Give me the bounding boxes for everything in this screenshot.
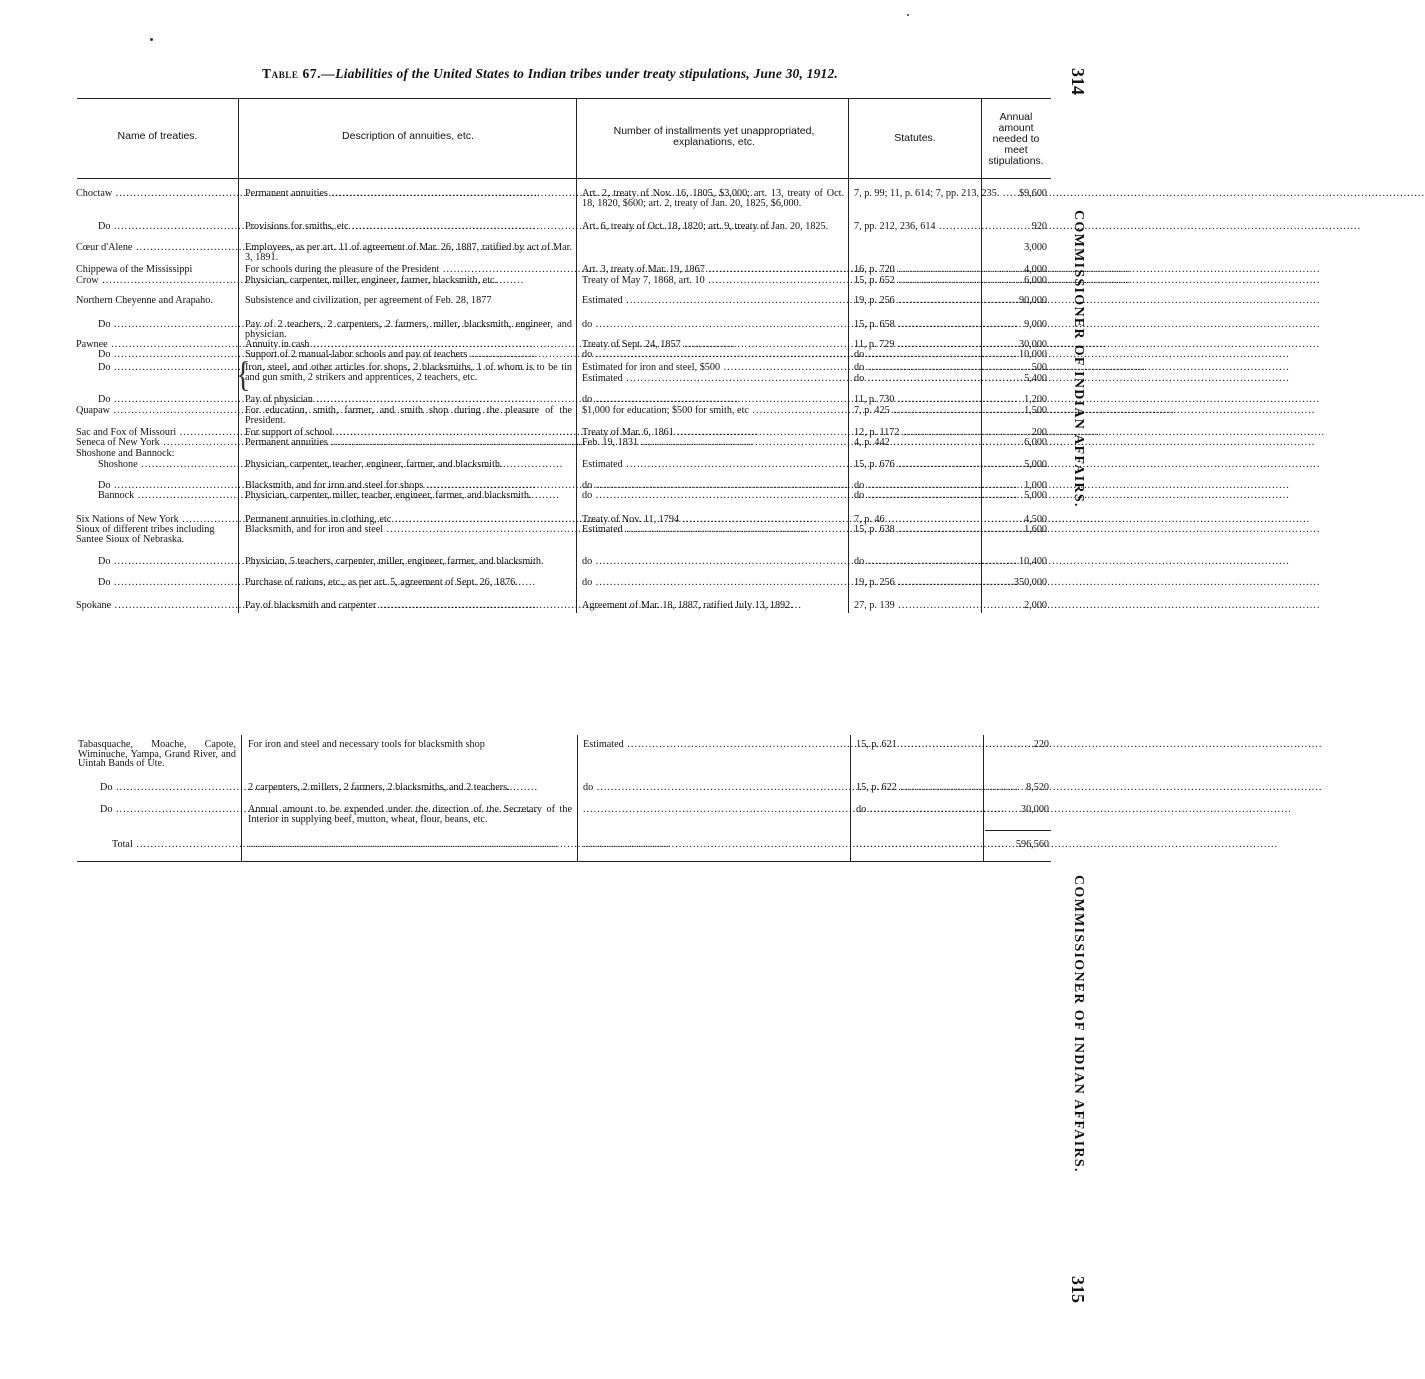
row-statutes: [856, 840, 978, 850]
row-description: Physician, 5 teachers, carpenter, miller, engineer, farmer, and blacksmith.: [245, 556, 544, 567]
page-number-bottom: 315: [1068, 1276, 1088, 1303]
row-statutes: 15, p. 658 .....: [854, 320, 976, 330]
table-title-lead: Table 67.—: [261, 66, 336, 81]
row-statutes: 4, p. 442 .....: [854, 438, 976, 448]
row-amount: 4,000: [1024, 264, 1047, 275]
row-amount: $9,600: [1018, 188, 1047, 199]
row-name: Do .....: [76, 557, 256, 567]
row-statutes: do .....: [854, 363, 976, 373]
row-statutes: do .....: [854, 350, 976, 360]
row-name: Do .....: [76, 578, 256, 588]
table-top-rule: [77, 98, 1051, 99]
row-amount: 9,000: [1024, 319, 1047, 330]
row-amount: 8,520: [1026, 782, 1049, 793]
row-description: Permanent annuities .....: [245, 438, 572, 448]
row-description: For iron and steel and necessary tools for blacksmith shop: [248, 739, 485, 750]
row-name: Tabasquache, Moache, Capote, Wiminuche, Yampa, Grand River, and Uintah Bands of Ute.: [78, 739, 236, 770]
row-statutes: 19, p. 256 .....: [854, 296, 976, 306]
row-amount: 10,000: [1018, 349, 1047, 360]
row-description: For education, smith, farmer, and smith shop during the pleasure of the President.: [245, 405, 572, 426]
row-description: For schools during the pleasure of the President .....: [245, 265, 572, 275]
row-statutes: 15, p. 621 .....: [856, 740, 978, 750]
row-name: Seneca of New York .....: [76, 438, 234, 448]
row-name: Sac and Fox of Missouri .....: [76, 428, 234, 438]
print-speck: [150, 38, 153, 41]
row-name: Do .....: [78, 805, 258, 815]
row-installments: Art. 3, treaty of Mar. 19, 1867 .....: [582, 265, 844, 275]
total-rule: [985, 830, 1051, 831]
row-description: For support of school .....: [245, 428, 572, 438]
row-installments-extra: Estimated .....: [582, 374, 844, 384]
row-description: Purchase of rations, etc., as per art. 5, agreement of Sept. 26, 1876.: [245, 577, 518, 588]
row-statutes: 15, p. 622 .....: [856, 783, 978, 793]
row-installments: [583, 840, 845, 850]
print-speck: [907, 14, 909, 16]
row-installments: Estimated for iron and steel, $500 .....: [582, 363, 844, 373]
row-name: Sioux of different tribes including Santee Sioux of Nebraska.: [76, 524, 215, 545]
header-name: Name of treaties.: [117, 130, 198, 142]
row-installments: [583, 805, 845, 815]
row-name: Shoshone .....: [76, 460, 256, 470]
row-amount: 1,500: [1024, 405, 1047, 416]
row-installments: Estimated .....: [582, 525, 844, 535]
row-amount: 4,500: [1024, 514, 1047, 525]
row-description: Annuity in cash .....: [245, 340, 572, 350]
table-title-text: Liabilities of the United States to Indian tribes under treaty stipulations, June 30, 1912.: [335, 66, 839, 81]
running-head-bottom: COMMISSIONER OF INDIAN AFFAIRS.: [1071, 875, 1086, 1173]
row-name: Do .....: [76, 222, 256, 232]
row-name: Six Nations of New York .....: [76, 515, 234, 525]
row-installments: do .....: [582, 491, 844, 501]
header-statutes: Statutes.: [894, 132, 936, 144]
row-statutes: do .....: [854, 481, 976, 491]
row-description: Employees, as per art. 11 of agreement of Mar. 26, 1887, ratified by act of Mar. 3, 1891.: [245, 242, 572, 263]
row-installments: Estimated .....: [582, 296, 844, 306]
row-amount: 5,000: [1024, 490, 1047, 501]
row-name: Do .....: [78, 783, 258, 793]
row-amount-extra: 5,400: [1024, 373, 1047, 384]
header-description: Description of annuities, etc.: [342, 130, 474, 142]
row-description: Permanent annuities .....: [245, 189, 572, 199]
table-header-rule: [77, 178, 1051, 179]
row-name: Cœur d'Alene .....: [76, 243, 234, 253]
row-installments: do .....: [582, 350, 844, 360]
row-statutes: 19, p. 256 .....: [854, 578, 976, 588]
table-title: [170, 66, 930, 82]
row-installments: do .....: [582, 395, 844, 405]
row-installments: Treaty of May 7, 1868, art. 10 .....: [582, 276, 844, 286]
row-description: Provisions for smiths, etc .....: [245, 222, 572, 232]
row-name: Chippewa of the Mississippi: [76, 264, 193, 275]
row-name: Total .....: [78, 840, 270, 850]
row-statutes: 15, p. 638 .....: [854, 525, 976, 535]
row-amount: 6,000: [1024, 437, 1047, 448]
row-name: Pawnee .....: [76, 340, 234, 350]
row-installments: do .....: [582, 320, 844, 330]
row-description: Physician, carpenter, teacher, engineer, farmer, and blacksmith.: [245, 459, 503, 470]
running-head-top: COMMISSIONER OF INDIAN AFFAIRS.: [1071, 210, 1086, 508]
row-amount: 10,400: [1018, 556, 1047, 567]
row-description: Pay of 2 teachers, 2 carpenters, 2 farmers, miller, blacksmith, engineer, and physician.: [245, 319, 572, 340]
row-description: Blacksmith, and for iron and steel for shops .....: [245, 481, 572, 491]
row-installments: Agreement of Mar. 18, 1887, ratified July 13, 1892.: [582, 600, 793, 611]
row-description: Annual amount to be expended under the direction of the Secretary of the Interior in supplying beef, mutton, wheat, flour, beans, etc.: [248, 804, 572, 825]
row-amount: 1,600: [1024, 524, 1047, 535]
row-name: Choctaw .....: [76, 189, 234, 199]
row-statutes: 11, p. 729 .....: [854, 340, 976, 350]
row-amount: 2,000: [1024, 600, 1047, 611]
row-description: Physician, carpenter, miller, engineer, farmer, blacksmith, etc.: [245, 275, 498, 286]
row-amount: 350,000: [1013, 577, 1047, 588]
row-name: Northern Cheyenne and Arapaho.: [76, 295, 213, 306]
row-name: Do .....: [76, 320, 256, 330]
row-description: Support of 2 manual-labor schools and pay of teachers .....: [245, 350, 572, 360]
row-installments: Estimated .....: [583, 740, 845, 750]
row-name: Quapaw .....: [76, 406, 234, 416]
row-installments: Treaty of Mar. 6, 1861 .....: [582, 428, 844, 438]
row-description: Physician, carpenter, miller, teacher, engineer, farmer, and blacksmith.: [245, 490, 532, 501]
row-statutes: 7, p. 99; 11, p. 614; 7, pp. 213, 235. .....: [854, 189, 976, 199]
row-statutes: do .....: [854, 557, 976, 567]
row-statutes: 27, p. 139 .....: [854, 601, 976, 611]
row-amount: 1,000: [1024, 480, 1047, 491]
table-bottom-rule: [77, 861, 1051, 862]
row-name: Do .....: [76, 363, 256, 373]
row-description: Pay of physician .....: [245, 395, 572, 405]
row-installments: Art. 6, treaty of Oct. 18, 1820; art. 9, treaty of Jan. 20, 1825.: [582, 221, 829, 232]
row-amount: 1,200: [1024, 394, 1047, 405]
row-statutes: 15, p. 676 .....: [854, 460, 976, 470]
row-amount: 920: [1031, 221, 1047, 232]
row-name: Bannock .....: [76, 491, 256, 501]
row-name: Shoshone and Bannock:: [76, 448, 175, 459]
row-name: Do .....: [76, 350, 256, 360]
row-amount: 500: [1031, 362, 1047, 373]
row-installments: Treaty of Nov. 11, 1794 .....: [582, 515, 844, 525]
row-statutes: 7, pp. 212, 236, 614 .....: [854, 222, 976, 232]
row-statutes-extra: do .....: [854, 374, 976, 384]
row-amount: 30,000: [1020, 804, 1049, 815]
row-installments: do .....: [582, 578, 844, 588]
row-installments: Estimated .....: [582, 460, 844, 470]
row-installments: do .....: [582, 557, 844, 567]
row-name: Crow .....: [76, 276, 234, 286]
row-description: Subsistence and civilization, per agreement of Feb. 28, 1877: [245, 295, 492, 306]
header-annual: Annual amount needed to meet stipulations.: [988, 111, 1044, 167]
row-statutes: 11, p. 730 .....: [854, 395, 976, 405]
row-statutes: do .....: [854, 491, 976, 501]
page-number-top: 314: [1068, 68, 1088, 95]
row-description: Iron, steel, and other articles for shops, 2 blacksmiths, 1 of whom is to be tin and gun smith, 2 strikers and apprentices, 2 teachers, etc.: [245, 362, 572, 383]
row-amount: 220: [1033, 739, 1049, 750]
row-installments: $1,000 for education; $500 for smith, etc .....: [582, 406, 844, 416]
row-amount: 200: [1031, 427, 1047, 438]
row-description: Blacksmith, and for iron and steel .....: [245, 525, 572, 535]
row-amount: 90,000: [1018, 295, 1047, 306]
row-description: 2 carpenters, 2 millers, 2 farmers, 2 blacksmiths, and 2 teachers.: [248, 782, 510, 793]
header-installments: Number of installments yet unappropriated, explanations, etc.: [613, 125, 815, 148]
row-name: Do .....: [76, 395, 256, 405]
row-installments: do .....: [583, 783, 845, 793]
row-name: Spokane .....: [76, 601, 234, 611]
row-statutes: do .....: [856, 805, 978, 815]
row-installments: Art. 2, treaty of Nov. 16, 1805, $3,000; art. 13, treaty of Oct. 18, 1820, $600; art. 2, treaty of Jan. 20, 1825, $6,000.: [582, 188, 844, 209]
row-description: Pay of blacksmith and carpenter .....: [245, 601, 572, 611]
row-name: Do .....: [76, 481, 256, 491]
row-amount: 30,000: [1018, 339, 1047, 350]
row-statutes: 7, p. 425 .....: [854, 406, 976, 416]
row-amount: 6,000: [1024, 275, 1047, 286]
row-installments: Treaty of Sept. 24, 1857 .....: [582, 340, 844, 350]
row-description: [248, 840, 572, 850]
row-amount: 3,000: [1024, 242, 1047, 253]
row-amount: 5,000: [1024, 459, 1047, 470]
row-installments: Feb. 19, 1831 .....: [582, 438, 844, 448]
row-statutes: 16, p. 720 .....: [854, 265, 976, 275]
row-installments: do .....: [582, 481, 844, 491]
row-statutes: 15, p. 652 .....: [854, 276, 976, 286]
row-statutes: 12, p. 1172 .....: [854, 428, 976, 438]
row-statutes: 7, p. 46 .....: [854, 515, 976, 525]
row-description: Permanent annuities in clothing, etc .....: [245, 515, 572, 525]
brace-icon: {: [236, 354, 251, 395]
row-amount: 596,560: [1015, 839, 1049, 850]
